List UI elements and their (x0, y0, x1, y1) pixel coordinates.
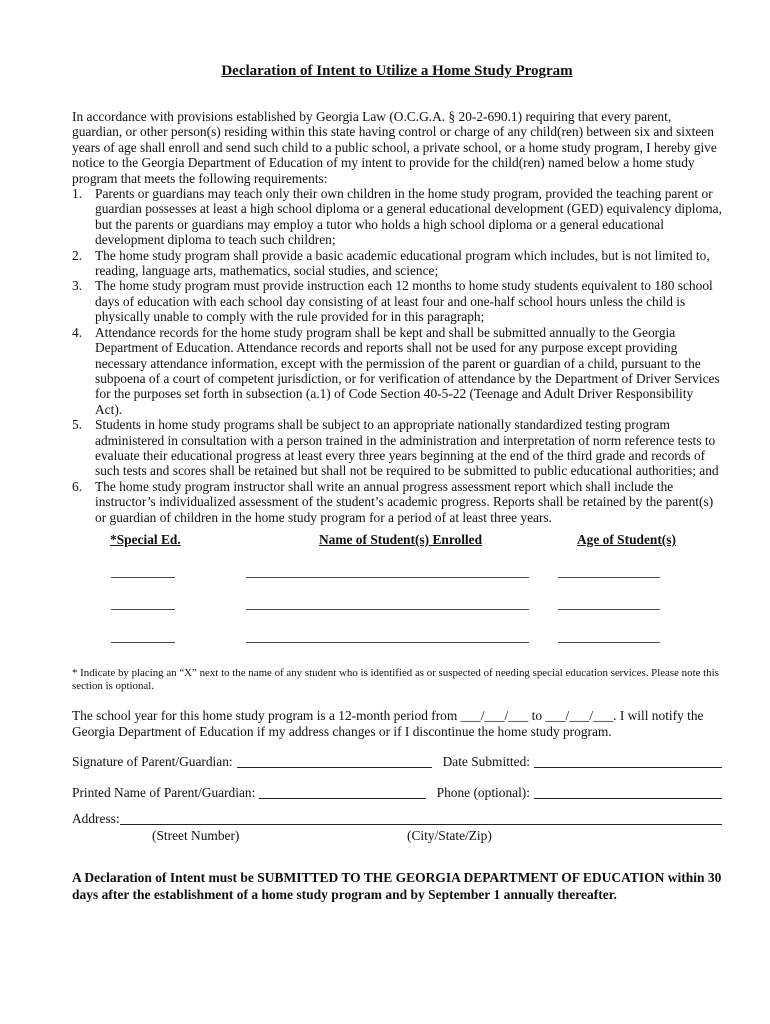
address-label: Address: (72, 811, 120, 827)
submission-notice: A Declaration of Intent must be SUBMITTED TO THE GEORGIA DEPARTMENT OF EDUCATION within 30 days after the establishment of a home study program and by September 1 annually thereafter. (72, 870, 722, 902)
printed-name-label: Printed Name of Parent/Guardian: (72, 785, 256, 801)
requirement-item (72, 248, 722, 279)
street-number-caption: (Street Number) (152, 828, 240, 844)
requirement-item (72, 417, 722, 479)
address-row (72, 811, 722, 827)
requirement-text: The home study program must provide instruction each 12 months to home study students equivalent to 180 school days of education with each school day consisting of at least four and one-half school hours unless the child is physically unable to comply with the rule provided for in this paragraph; (95, 278, 713, 325)
requirement-number: 5. (72, 417, 83, 433)
requirement-item (72, 479, 722, 525)
phone-line[interactable] (534, 785, 722, 799)
requirement-item (72, 325, 722, 417)
requirement-text: The home study program instructor shall write an annual progress assessment report which shall include the instructor’s individualized assessment of the student’s academic progress. Reports shall be retained by the parent(s) or guardian of children in the home study program for a period of at least three years. (95, 478, 714, 525)
date-submitted-line[interactable] (534, 754, 722, 768)
document-title: Declaration of Intent to Utilize a Home Study Program (221, 63, 573, 79)
requirement-text: Students in home study programs shall be subject to an appropriate nationally standardized testing program administered in consultation with a person trained in the administration and interpretation of norm reference tests to evaluate their educational progress at least every three years beginning at the end of the third grade and records of such tests and scores shall be retained but shall not be required to be submitted to public educational authorities; and (95, 417, 719, 479)
school-year-paragraph: The school year for this home study program is a 12-month period from ___/___/___ to ___/___/___. I will notify the Georgia Department of Education if my address changes or if I discontinue the home study program. (72, 708, 704, 739)
requirement-number: 4. (72, 324, 83, 340)
student-row (72, 610, 722, 643)
signature-row (72, 754, 722, 770)
date-submitted-label: Date Submitted: (442, 754, 530, 770)
requirement-text: The home study program shall provide a basic academic educational program which includes, but is not limited to, reading, language arts, mathematics, social studies, and science; (95, 247, 710, 279)
requirement-text: Parents or guardians may teach only their own children in the home study program, provided the teaching parent or guardian possesses at least a high school diploma or a general educational development (GED) equivalency diploma, but the parents or guardians may employ a tutor who holds a high school diploma or a general educational development diploma to teach such children; (95, 186, 722, 248)
student-row (72, 578, 722, 611)
address-captions (72, 827, 722, 843)
signature-line[interactable] (237, 754, 432, 768)
student-age-blank-line[interactable] (558, 642, 660, 643)
column-header-student-age: Age of Student(s) (577, 531, 676, 547)
signature-label: Signature of Parent/Guardian: (72, 754, 233, 770)
requirement-number: 6. (72, 478, 83, 494)
requirements-list (72, 186, 722, 525)
document-content (72, 0, 722, 903)
column-header-student-name: Name of Student(s) Enrolled (319, 531, 483, 547)
special-ed-footnote: * Indicate by placing an “X” next to the name of any student who is identified as or suspected of needing special education services. Please note this section is optional. (72, 666, 719, 693)
printed-name-line[interactable] (259, 785, 425, 799)
printed-name-row (72, 785, 722, 801)
special-ed-blank-line[interactable] (111, 642, 175, 643)
requirement-number: 1. (72, 186, 83, 202)
student-row (72, 549, 722, 578)
requirement-text: Attendance records for the home study program shall be kept and shall be submitted annually to the Georgia Department of Education. Attendance records and reports shall not be used for any purpose except providing necessary attendance information, except with the permission of the parent or guardian of a child, pursuant to the subpoena of a court of competent jurisdiction, or for verification of attendance by the Department of Driver Services for the purposes set forth in subsection (a.1) of Code Section 40-5-22 (Teenage and Adult Driver Responsibility Act). (95, 324, 720, 417)
requirement-number: 2. (72, 247, 83, 263)
address-line[interactable] (120, 811, 722, 825)
intro-paragraph: In accordance with provisions established by Georgia Law (O.C.G.A. § 20-2-690.1) requiring that every parent, guardian, or other person(s) residing within this state having control or charge of any child(ren) between six and sixteen years of age shall enroll and send such child to a public school, a private school, or a home study program, I hereby give notice to the Georgia Department of Education of my intent to provide for the child(ren) named below a home study program that meets the following requirements: (72, 109, 717, 186)
requirement-item (72, 278, 722, 324)
column-header-special-ed: *Special Ed. (110, 531, 181, 547)
requirement-number: 3. (72, 278, 83, 294)
city-state-zip-caption: (City/State/Zip) (407, 828, 492, 844)
requirement-item (72, 186, 722, 248)
students-table (72, 532, 722, 643)
phone-label: Phone (optional): (436, 785, 530, 801)
students-table-header (72, 532, 722, 549)
student-name-blank-line[interactable] (246, 642, 529, 643)
